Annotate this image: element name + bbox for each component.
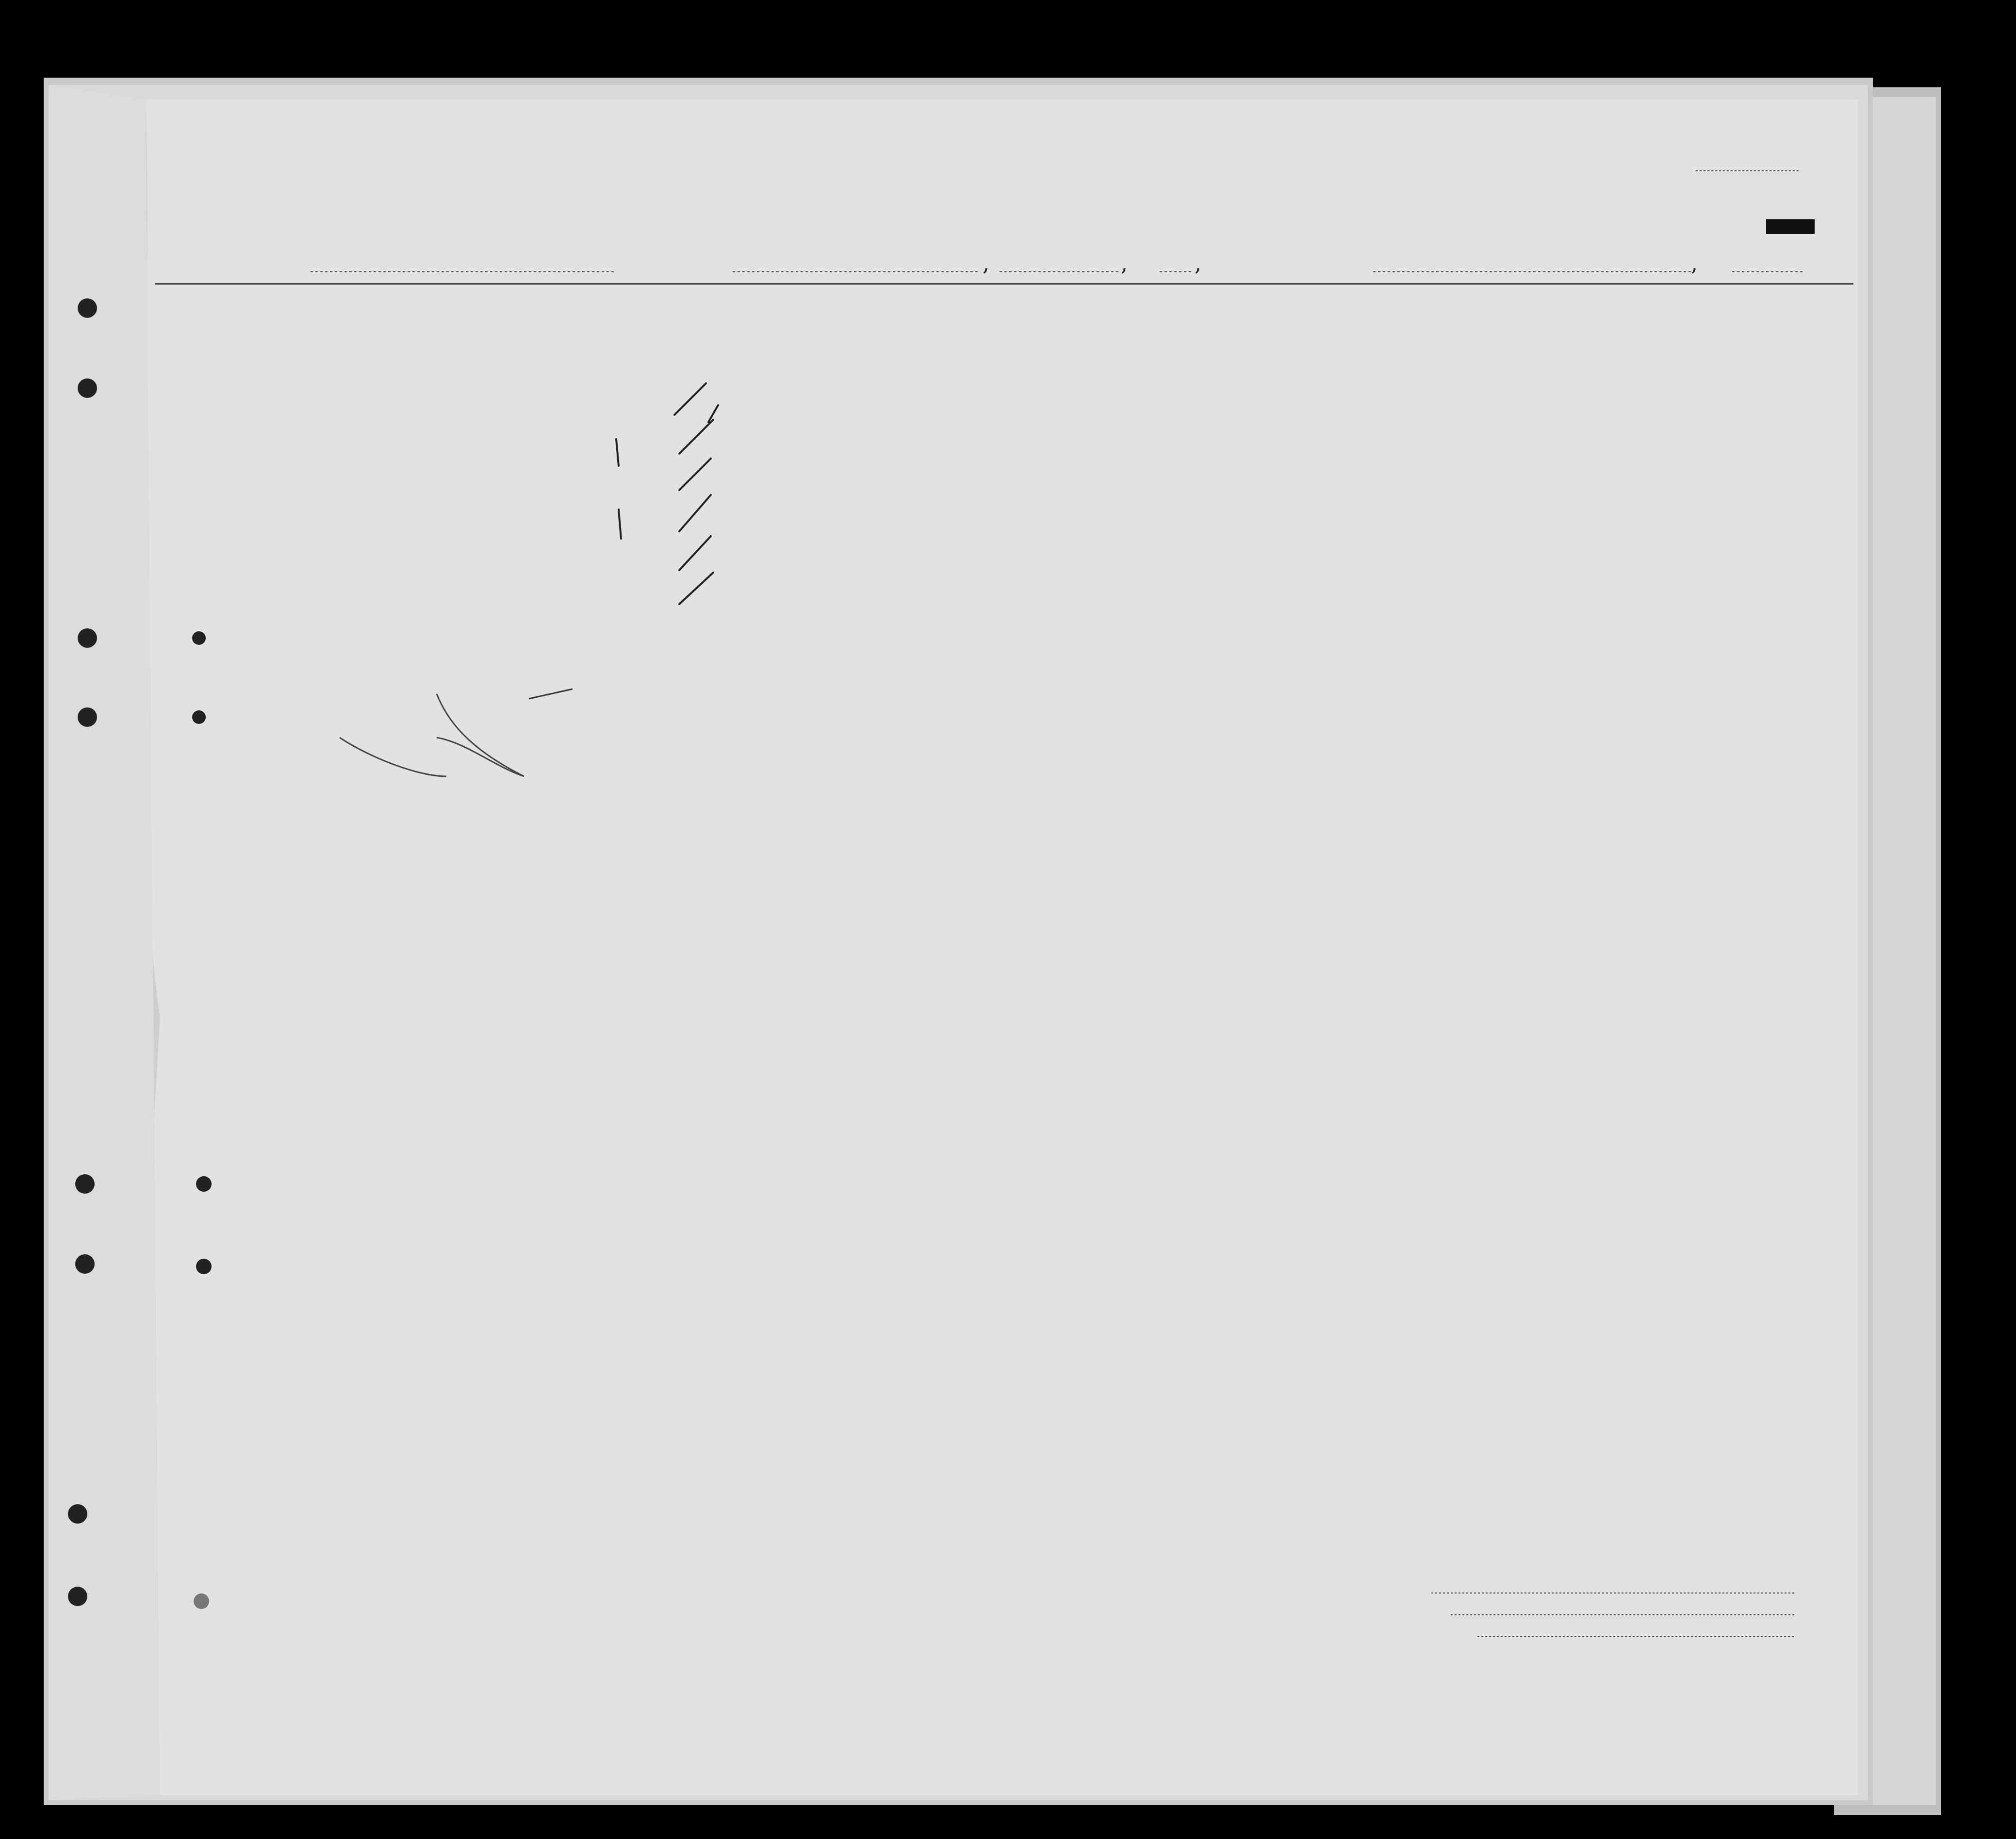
svg-text:,: , bbox=[1691, 251, 1698, 276]
svg-text:,: , bbox=[983, 251, 989, 276]
svg-text:,: , bbox=[1121, 251, 1128, 276]
svg-text:,: , bbox=[1195, 251, 1201, 276]
redacted-mark bbox=[1766, 219, 1815, 234]
